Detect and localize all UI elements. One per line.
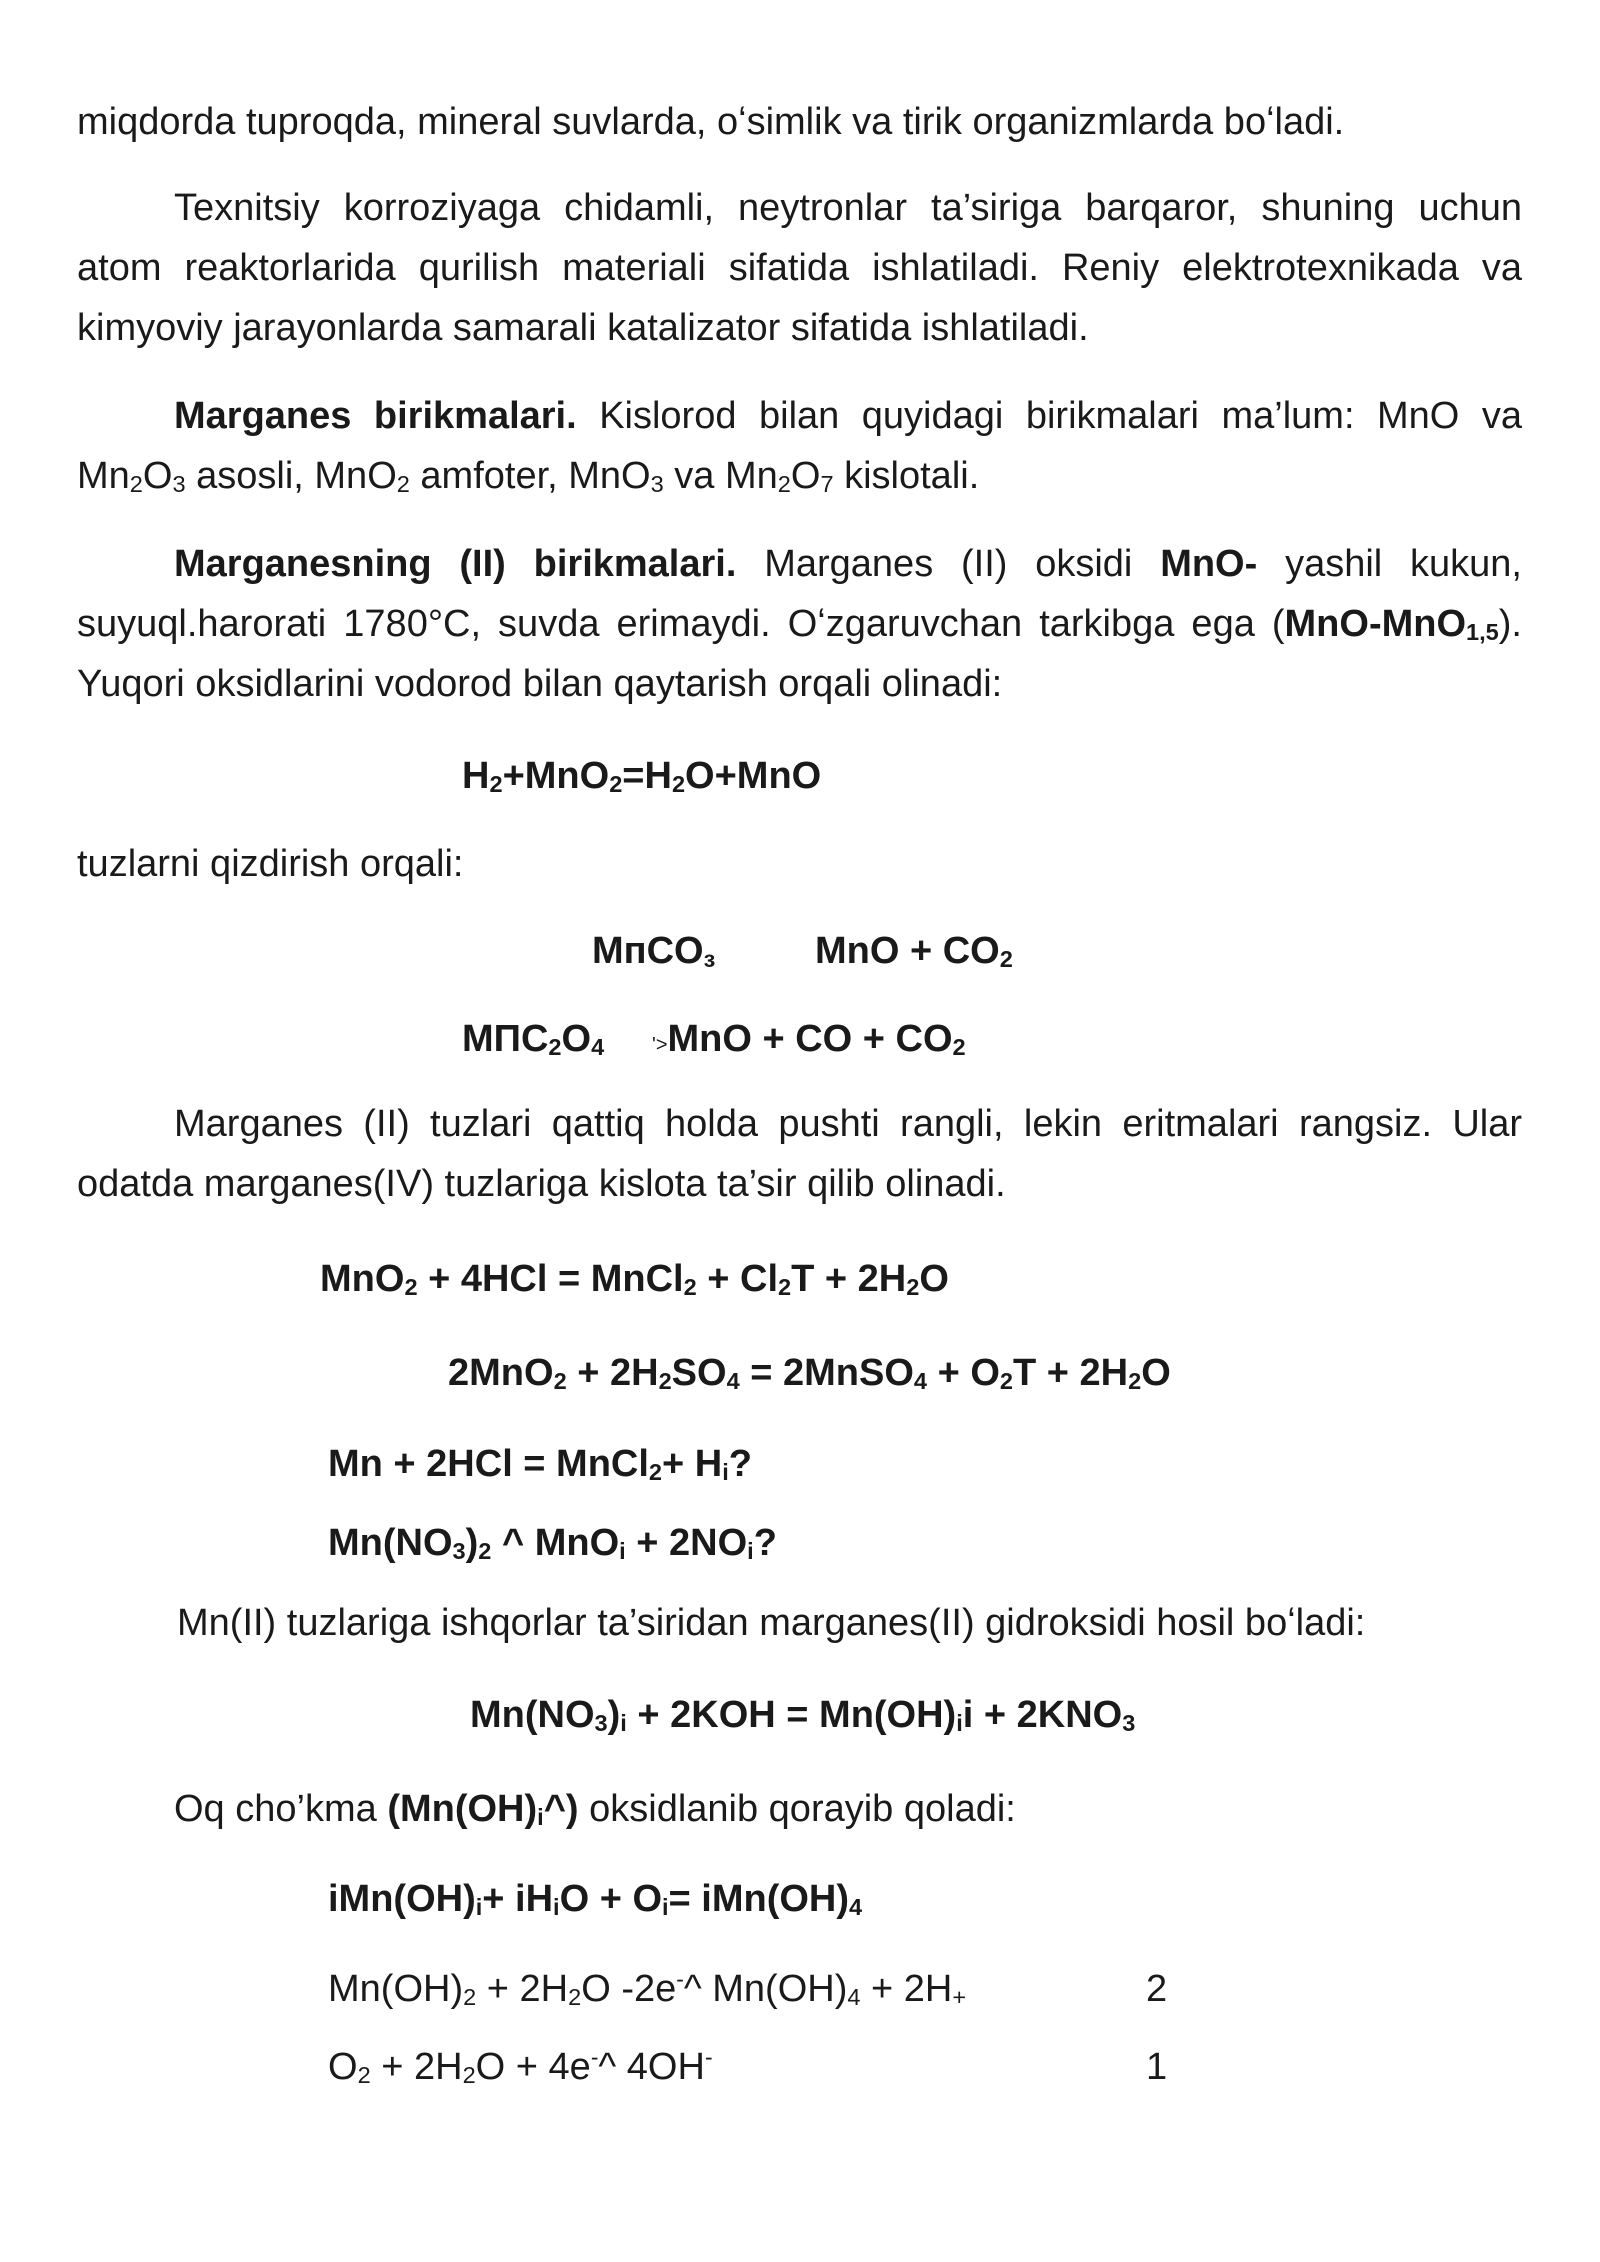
equation-2-right: MnO + $CO_2$ (815, 930, 1013, 972)
equation-3-left: $MПC_2O_4$ (462, 1018, 605, 1060)
equation-2-left: MпCO$_з$ (592, 930, 716, 972)
paragraph-precipitate: Oq cho’kma $(Mn(OH)_i\^{})$ oksidlanib qorayib qoladi: (174, 1788, 1016, 1830)
equation-7: $Mn(NO_3)_2$ ^ $MnO_i + 2NO_i$? (328, 1522, 777, 1564)
equation-5: $2MnO_2 + 2H_2SO_4$ = 2MnSO$_4$ + $O_2T + 2H_2O$ (448, 1352, 1171, 1394)
equation-3-right: '>MnO + CO + $CO_2$ (652, 1018, 966, 1060)
coefficient-1: 2 (1146, 1968, 1168, 2010)
equation-4: MnO$_2$ + 4HCl = MnCl$_2$ + $Cl_2T + 2H_2O$ (320, 1258, 949, 1300)
equation-1: $H_2+MnO_2=H_2O+MnO$ (462, 755, 822, 797)
text: miqdorda tuproqda, mineral suvlarda, oʻsimlik va tirik organizmlarda boʻladi. (77, 101, 1345, 143)
paragraph-heating: tuzlarni qizdirish orqali: (77, 843, 464, 885)
paragraph-salts: Marganes (II) tuzlari qattiq holda pushti rangli, lekin eritmalari rangsiz. Ular odatda marganes(IV) tuzlariga kislota ta’sir qilib olinadi. (77, 1103, 1522, 1205)
equation-6: Mn + 2HCl = MnCl$_2$+ $H_i$? (328, 1443, 752, 1485)
paragraph-manganese-ii: Marganesning (II) birikmalari. Marganes (II) oksidi MnO- yashil kukun, suyuql.harorati 1780°C, suvda erimaydi. Oʻzgaruvchan tarkibga ega (MnO-MnO$_{1,5}$). Yuqori oksidlarini vodorod bilan qaytarish orqali olinadi: (77, 543, 1522, 705)
coefficient-2: 1 (1146, 2046, 1168, 2088)
heading: Marganesning (II) birikmalari. (174, 543, 737, 585)
heading: Marganes birikmalari. (174, 395, 577, 437)
paragraph-occurrence (77, 92, 1522, 152)
text: Texnitsiy korroziyaga chidamli, neytronlar ta’siriga barqaror, shuning uchun atom reaktorlarida qurilish materiali sifatida ishlatiladi. Reniy elektrotexnikada va kimyoviy jarayonlarda samarali katalizator sifatida ishlatiladi. (77, 187, 1522, 349)
half-reaction-1: $Mn(OH)_2 + 2H_2O$ -2e-^ $Mn(OH)_4 + 2H_+$ (328, 1966, 967, 2010)
paragraph-manganese-compounds: Marganes birikmalari. Kislorod bilan quyidagi birikmalari ma’lum: MnO va $Mn_2O_3$ asosli, MnO$_2$ amfoter, MnO$_3$ va $Mn_2O_7$ kislotali. (77, 395, 1522, 497)
equation-8: $Mn(NO_3)_i + 2KOH = Mn(OH)_ii + 2KNO_3$ (470, 1694, 1136, 1736)
paragraph-technetium (77, 178, 1522, 358)
half-reaction-2: $O_2 + 2H_2O$ + 4e-^ 4OH- (328, 2044, 713, 2088)
paragraph-hydroxide: Mn(II) tuzlariga ishqorlar ta’siridan marganes(II) gidroksidi hosil boʻladi: (177, 1602, 1366, 1644)
equation-9: $iMn(OH)_i+ iH_iO + O_i= iMn(OH)_4$ (328, 1878, 863, 1920)
